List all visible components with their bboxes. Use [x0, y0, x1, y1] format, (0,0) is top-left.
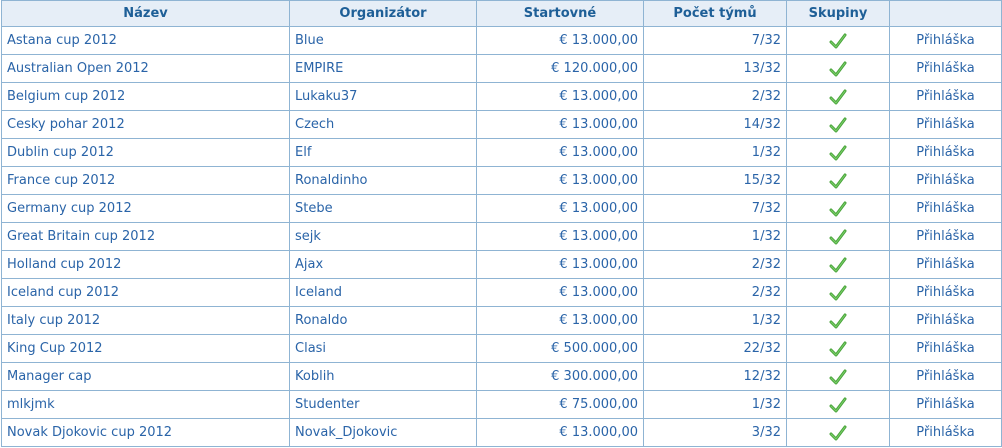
- signup-cell[interactable]: [890, 419, 1002, 447]
- table-row: [2, 27, 1002, 55]
- check-icon: [829, 116, 847, 134]
- organizer-name[interactable]: EMPIRE: [295, 61, 344, 76]
- column-header-teams[interactable]: Počet týmů: [644, 1, 787, 27]
- entry-fee: € 75.000,00: [477, 391, 644, 419]
- signup-cell[interactable]: [890, 391, 1002, 419]
- cup-name[interactable]: Dublin cup 2012: [7, 145, 114, 160]
- entry-fee: € 13.000,00: [477, 279, 644, 307]
- team-count: 3/32: [644, 419, 787, 447]
- table-row: [2, 391, 1002, 419]
- check-icon: [829, 88, 847, 106]
- cup-name-link[interactable]: [2, 363, 290, 391]
- groups-cell: [787, 55, 890, 83]
- table-row: [2, 111, 1002, 139]
- signup-cell[interactable]: [890, 335, 1002, 363]
- cup-name[interactable]: Italy cup 2012: [7, 313, 101, 328]
- team-count: 13/32: [644, 55, 787, 83]
- table-row: [2, 167, 1002, 195]
- cup-name-link[interactable]: [2, 139, 290, 167]
- signup-cell[interactable]: [890, 111, 1002, 139]
- organizer-link[interactable]: [290, 111, 477, 139]
- check-icon: [829, 32, 847, 50]
- signup-link[interactable]: Přihláška: [916, 201, 975, 216]
- check-icon: [829, 340, 847, 358]
- organizer-link[interactable]: [290, 363, 477, 391]
- organizer-name[interactable]: Stebe: [295, 201, 333, 216]
- organizer-name[interactable]: Ronaldinho: [295, 173, 368, 188]
- column-header-groups[interactable]: Skupiny: [787, 1, 890, 27]
- cup-name[interactable]: mlkjmk: [7, 397, 55, 412]
- column-header-action: [890, 1, 1002, 27]
- signup-cell[interactable]: [890, 55, 1002, 83]
- signup-link[interactable]: Přihláška: [916, 229, 975, 244]
- team-count: 2/32: [644, 83, 787, 111]
- team-count: 2/32: [644, 251, 787, 279]
- team-count: 1/32: [644, 391, 787, 419]
- signup-cell[interactable]: [890, 27, 1002, 55]
- organizer-link[interactable]: [290, 139, 477, 167]
- table-row: [2, 419, 1002, 447]
- signup-link[interactable]: Přihláška: [916, 313, 975, 328]
- entry-fee: € 120.000,00: [477, 55, 644, 83]
- cup-name[interactable]: Astana cup 2012: [7, 33, 117, 48]
- cup-name-link[interactable]: [2, 223, 290, 251]
- signup-link[interactable]: Přihláška: [916, 397, 975, 412]
- signup-link[interactable]: Přihláška: [916, 33, 975, 48]
- column-header-name[interactable]: Název: [2, 1, 290, 27]
- entry-fee: € 13.000,00: [477, 111, 644, 139]
- entry-fee: € 13.000,00: [477, 307, 644, 335]
- table-row: [2, 195, 1002, 223]
- signup-link[interactable]: Přihláška: [916, 285, 975, 300]
- entry-fee: € 13.000,00: [477, 83, 644, 111]
- groups-cell: [787, 307, 890, 335]
- check-icon: [829, 312, 847, 330]
- team-count: 1/32: [644, 223, 787, 251]
- signup-link[interactable]: Přihláška: [916, 117, 975, 132]
- organizer-name[interactable]: Ajax: [295, 257, 324, 272]
- cup-name-link[interactable]: [2, 195, 290, 223]
- table-row: [2, 251, 1002, 279]
- team-count: 22/32: [644, 335, 787, 363]
- cup-name-link[interactable]: [2, 83, 290, 111]
- organizer-link[interactable]: [290, 335, 477, 363]
- organizer-link[interactable]: [290, 307, 477, 335]
- groups-cell: [787, 335, 890, 363]
- table-row: [2, 83, 1002, 111]
- signup-cell[interactable]: [890, 279, 1002, 307]
- team-count: 14/32: [644, 111, 787, 139]
- signup-cell[interactable]: [890, 251, 1002, 279]
- signup-link[interactable]: Přihláška: [916, 257, 975, 272]
- signup-cell[interactable]: [890, 307, 1002, 335]
- cup-name[interactable]: King Cup 2012: [7, 341, 103, 356]
- cup-name[interactable]: Australian Open 2012: [7, 61, 149, 76]
- check-icon: [829, 172, 847, 190]
- check-icon: [829, 144, 847, 162]
- organizer-name[interactable]: Lukaku37: [295, 89, 358, 104]
- organizer-link[interactable]: [290, 83, 477, 111]
- entry-fee: € 13.000,00: [477, 139, 644, 167]
- team-count: 7/32: [644, 27, 787, 55]
- team-count: 1/32: [644, 139, 787, 167]
- entry-fee: € 300.000,00: [477, 363, 644, 391]
- table-row: [2, 55, 1002, 83]
- cup-name-link[interactable]: [2, 419, 290, 447]
- entry-fee: € 13.000,00: [477, 419, 644, 447]
- organizer-link[interactable]: [290, 55, 477, 83]
- table-row: [2, 307, 1002, 335]
- organizer-name[interactable]: Clasi: [295, 341, 327, 356]
- groups-cell: [787, 251, 890, 279]
- cup-name-link[interactable]: [2, 279, 290, 307]
- organizer-link[interactable]: [290, 27, 477, 55]
- cups-table: [1, 0, 1002, 447]
- cup-name[interactable]: Belgium cup 2012: [7, 89, 126, 104]
- table-row: [2, 139, 1002, 167]
- organizer-name[interactable]: Blue: [295, 33, 324, 48]
- organizer-link[interactable]: [290, 195, 477, 223]
- team-count: 1/32: [644, 307, 787, 335]
- organizer-name[interactable]: Novak_Djokovic: [295, 425, 398, 440]
- signup-cell[interactable]: [890, 363, 1002, 391]
- organizer-name[interactable]: Studenter: [295, 397, 360, 412]
- table-row: [2, 335, 1002, 363]
- signup-cell[interactable]: [890, 139, 1002, 167]
- cup-name-link[interactable]: [2, 27, 290, 55]
- organizer-name[interactable]: sejk: [295, 229, 321, 244]
- organizer-link[interactable]: [290, 391, 477, 419]
- signup-cell[interactable]: [890, 195, 1002, 223]
- cup-name[interactable]: Great Britain cup 2012: [7, 229, 156, 244]
- table-row: [2, 363, 1002, 391]
- groups-cell: [787, 419, 890, 447]
- organizer-name[interactable]: Ronaldo: [295, 313, 348, 328]
- signup-link[interactable]: Přihláška: [916, 145, 975, 160]
- cup-name-link[interactable]: [2, 111, 290, 139]
- groups-cell: [787, 83, 890, 111]
- groups-cell: [787, 363, 890, 391]
- signup-link[interactable]: Přihláška: [916, 89, 975, 104]
- organizer-name[interactable]: Elf: [295, 145, 312, 160]
- entry-fee: € 500.000,00: [477, 335, 644, 363]
- signup-link[interactable]: Přihláška: [916, 369, 975, 384]
- cup-name-link[interactable]: [2, 251, 290, 279]
- organizer-link[interactable]: [290, 251, 477, 279]
- cup-name-link[interactable]: [2, 307, 290, 335]
- cup-name[interactable]: Cesky pohar 2012: [7, 117, 125, 132]
- organizer-link[interactable]: [290, 167, 477, 195]
- signup-link[interactable]: Přihláška: [916, 341, 975, 356]
- signup-cell[interactable]: [890, 83, 1002, 111]
- organizer-link[interactable]: [290, 419, 477, 447]
- check-icon: [829, 228, 847, 246]
- organizer-name[interactable]: Koblih: [295, 369, 335, 384]
- entry-fee: € 13.000,00: [477, 223, 644, 251]
- check-icon: [829, 396, 847, 414]
- signup-cell[interactable]: [890, 167, 1002, 195]
- check-icon: [829, 60, 847, 78]
- cup-name-link[interactable]: [2, 55, 290, 83]
- table-header-row: [2, 1, 1002, 27]
- check-icon: [829, 256, 847, 274]
- entry-fee: € 13.000,00: [477, 27, 644, 55]
- team-count: 7/32: [644, 195, 787, 223]
- check-icon: [829, 284, 847, 302]
- column-header-organizer[interactable]: Organizátor: [290, 1, 477, 27]
- groups-cell: [787, 111, 890, 139]
- cup-name-link[interactable]: [2, 167, 290, 195]
- cup-name-link[interactable]: [2, 335, 290, 363]
- entry-fee: € 13.000,00: [477, 167, 644, 195]
- team-count: 15/32: [644, 167, 787, 195]
- groups-cell: [787, 391, 890, 419]
- signup-link[interactable]: Přihláška: [916, 173, 975, 188]
- table-row: [2, 279, 1002, 307]
- signup-cell[interactable]: [890, 223, 1002, 251]
- entry-fee: € 13.000,00: [477, 251, 644, 279]
- cup-name[interactable]: Holland cup 2012: [7, 257, 122, 272]
- organizer-name[interactable]: Iceland: [295, 285, 343, 300]
- signup-link[interactable]: Přihláška: [916, 61, 975, 76]
- groups-cell: [787, 27, 890, 55]
- column-header-fee[interactable]: Startovné: [477, 1, 644, 27]
- organizer-name[interactable]: Czech: [295, 117, 335, 132]
- groups-cell: [787, 167, 890, 195]
- entry-fee: € 13.000,00: [477, 195, 644, 223]
- check-icon: [829, 424, 847, 442]
- organizer-link[interactable]: [290, 223, 477, 251]
- groups-cell: [787, 139, 890, 167]
- cup-name[interactable]: France cup 2012: [7, 173, 116, 188]
- cup-name[interactable]: Novak Djokovic cup 2012: [7, 425, 173, 440]
- signup-link[interactable]: Přihláška: [916, 425, 975, 440]
- table-row: [2, 223, 1002, 251]
- groups-cell: [787, 195, 890, 223]
- team-count: 12/32: [644, 363, 787, 391]
- check-icon: [829, 200, 847, 218]
- organizer-link[interactable]: [290, 279, 477, 307]
- cup-name[interactable]: Iceland cup 2012: [7, 285, 120, 300]
- groups-cell: [787, 279, 890, 307]
- cup-name-link[interactable]: [2, 391, 290, 419]
- check-icon: [829, 368, 847, 386]
- team-count: 2/32: [644, 279, 787, 307]
- cup-name[interactable]: Germany cup 2012: [7, 201, 132, 216]
- groups-cell: [787, 223, 890, 251]
- cup-name[interactable]: Manager cap: [7, 369, 92, 384]
